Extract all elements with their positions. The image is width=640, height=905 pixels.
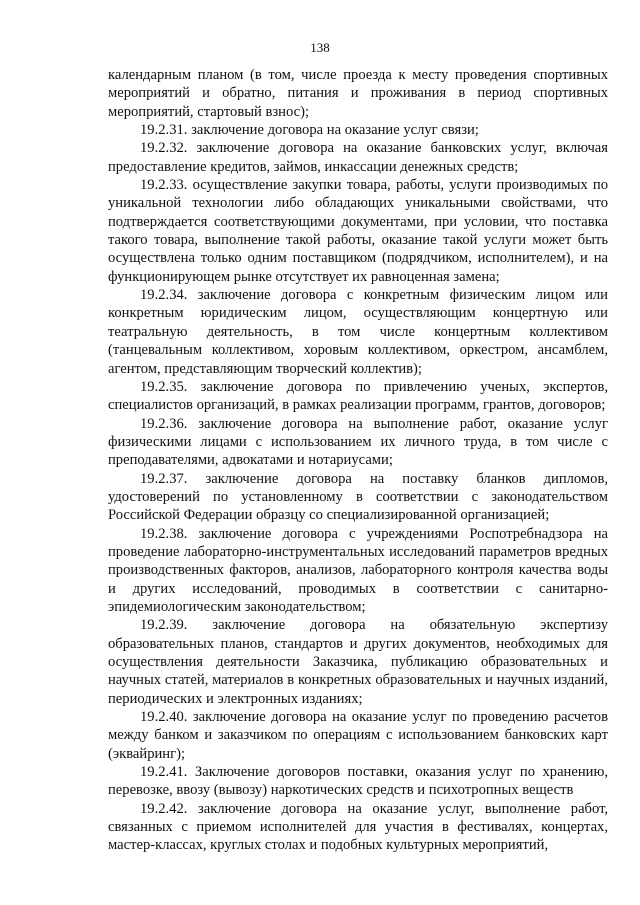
document-body [108, 66, 608, 855]
paragraph-19-2-42: 19.2.42. заключение договора на оказание услуг, выполнение работ, связанных с приемом исполнителей для участия в фестивалях, концертах, мастер-классах, круглых столах и подобных культурных мероприятий, [108, 800, 608, 854]
paragraph-19-2-38: 19.2.38. заключение договора с учреждениями Роспотребнадзора на проведение лабораторно-инструментальных исследований параметров вредных производственных факторов, анализов, лабораторного контроля качества воды и других исследований, проводимых в соответствии с санитарно-эпидемиологическим законодательством; [108, 525, 608, 615]
paragraph-19-2-39: 19.2.39. заключение договора на обязательную экспертизу образовательных планов, стандартов и других документов, необходимых для осуществления деятельности Заказчика, публикацию образовательных и научных статей, материалов в конкретных образовательных и научных изданий, периодических и электронных изданиях; [108, 617, 608, 707]
paragraph-19-2-37: 19.2.37. заключение договора на поставку бланков дипломов, удостоверений по установленному в соответствии с законодательством Российской Федерации образцу со специализированной организацией; [108, 470, 608, 524]
paragraph-19-2-33: 19.2.33. осуществление закупки товара, работы, услуги производимых по уникальной технологии либо обладающих уникальными свойствами, что подтверждается соответствующими документами, при условии, что поставка такого товара, выполнение такой работы, оказание такой услуги может быть осуществлена только одним поставщиком (подрядчиком, исполнителем), и на функционирующем рынке отсутствует их равноценная замена; [108, 177, 608, 285]
page-number: 138 [310, 40, 330, 55]
paragraph-continuation: календарным планом (в том, числе проезда к месту проведения спортивных мероприятий и обратно, питания и проживания в период спортивных мероприятий, стартовый взнос); [108, 67, 608, 120]
paragraph-19-2-32: 19.2.32. заключение договора на оказание банковских услуг, включая предоставление кредитов, займов, инкассации денежных средств; [108, 140, 608, 175]
paragraph-19-2-41: 19.2.41. Заключение договоров поставки, оказания услуг по хранению, перевозке, ввозу (вывозу) наркотических средств и психотропных веществ [108, 764, 608, 799]
paragraph-19-2-31: 19.2.31. заключение договора на оказание услуг связи; [140, 122, 479, 139]
paragraph-19-2-40: 19.2.40. заключение договора на оказание услуг по проведению расчетов между банком и заказчиком по операциям с использованием банковских карт (эквайринг); [108, 709, 608, 762]
paragraph-19-2-34: 19.2.34. заключение договора с конкретным физическим лицом или конкретным юридическим лицом, осуществляющим концертную или театральную деятельность, в том числе концертным коллективом (танцевальным коллективом, хоровым коллективом, оркестром, ансамблем, агентом, представляющим творческий коллектив); [108, 287, 608, 377]
paragraph-19-2-35: 19.2.35. заключение договора по привлечению ученых, экспертов, специалистов организаций, в рамках реализации программ, грантов, договоров; [108, 378, 608, 414]
paragraph-19-2-36: 19.2.36. заключение договора на выполнение работ, оказание услуг физическими лицами с использованием их личного труда, в том числе с преподавателями, адвокатами и нотариусами; [108, 415, 608, 469]
